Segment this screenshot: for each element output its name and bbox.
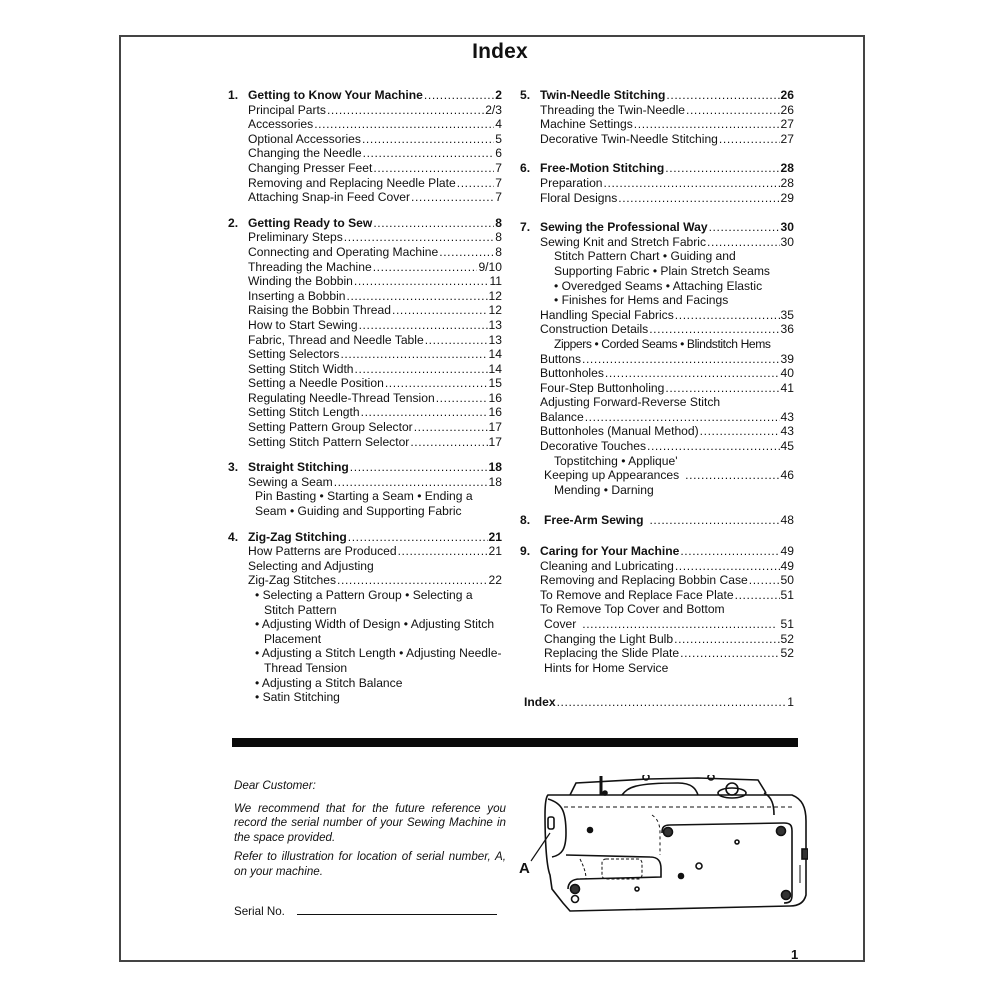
toc-entry[interactable] [520,235,794,250]
page-ref: 51 [780,587,794,602]
page-ref: 35 [780,307,794,322]
leader-dots [605,366,780,381]
leader-dots [385,376,488,391]
entry-label: Zig-Zag Stitches [248,573,337,588]
toc-entry[interactable] [228,161,502,176]
entry-label: Setting Pattern Group Selector [248,420,413,435]
leader-dots [334,475,488,490]
page-ref: 9/10 [478,259,502,274]
toc-entry[interactable] [520,381,794,396]
entry-label: To Remove and Replace Face Plate [540,587,734,602]
section-title: Index [524,695,556,710]
entry-label: Preliminary Steps [248,230,343,245]
toc-heading[interactable] [520,88,794,103]
leader-dots [424,88,494,103]
page-ref: 2/3 [485,102,502,117]
serial-input-line[interactable] [297,904,497,915]
toc-entry[interactable] [228,103,502,118]
entry-label: Removing and Replacing Needle Plate [248,175,456,190]
leader-dots [362,132,494,147]
entry-label: Buttonholes [540,366,604,381]
page-ref: 16 [488,405,502,420]
page-ref: 18 [488,460,502,475]
entry-label: Changing the Needle [248,146,362,161]
leader-dots [439,245,494,260]
toc-entry[interactable] [228,146,502,161]
page-ref: 29 [780,190,794,205]
entry-label: Decorative Twin-Needle Stitching [540,131,718,146]
subtopic-text: Zippers • Corded Seams • Blindstitch Hems [554,336,771,351]
leader-dots [686,103,780,118]
customer-note [234,779,506,885]
toc-entry[interactable] [520,132,794,147]
note-paragraph-2: Refer to illustration for location of serial number, A, on your machine. [234,850,506,878]
page-ref: 18 [488,474,502,489]
page-ref: 2 [495,88,502,102]
page-ref: 16 [488,390,502,405]
page-ref: 13 [488,332,502,347]
toc-entry[interactable] [520,559,794,574]
leader-dots [457,176,495,191]
toc-bullet [228,617,502,646]
page-ref: 22 [488,573,502,588]
section-title: Free-Arm Sewing [544,513,644,528]
toc-subtopic-line [520,264,794,279]
entry-label: Handling Special Fabrics [540,307,674,322]
entry-label: Raising the Bobbin Thread [248,303,391,318]
toc-entry[interactable] [228,420,502,435]
toc-bullet [228,646,502,675]
toc-heading[interactable] [228,460,502,475]
toc-bullet [228,588,502,617]
leader-dots [582,617,776,632]
bullet-text: • Adjusting Width of Design • Adjusting Stitch Placement [255,617,495,646]
page-ref: 52 [780,631,794,646]
leader-dots [337,573,488,588]
toc-entry[interactable] [520,439,794,454]
page-ref: 39 [780,351,794,366]
toc-entry[interactable] [228,303,502,318]
page-ref: 8 [495,215,502,230]
leader-dots [425,333,488,348]
note-paragraph-1: We recommend that for the future reference you record the serial number of your Sewing Machine in the space provided. [234,801,506,844]
leader-dots [649,322,779,337]
leader-dots [680,544,779,559]
leader-dots [585,410,780,425]
toc-heading[interactable] [520,544,794,559]
page-ref: 30 [780,234,794,249]
page-ref: 21 [488,544,502,559]
toc-entry[interactable] [228,260,502,275]
toc-section-1 [228,88,502,205]
subtopic-text: Supporting Fabric • Plain Stretch Seams [554,263,770,278]
entry-label: Fabric, Thread and Needle Table [248,332,424,347]
page-ref: 30 [780,220,794,235]
entry-label: Optional Accessories [248,131,361,146]
section-title: Twin-Needle Stitching [540,88,666,102]
leader-dots [411,190,494,205]
entry-label: Winding the Bobbin [248,274,353,289]
subtopic-text: Pin Basting • Starting a Seam • Ending a Seam • Guiding and Supporting Fabric [255,489,473,519]
entry-label: Four-Step Buttonholing [540,380,665,395]
toc-entry[interactable] [520,588,794,603]
bullet-text: • Adjusting a Stitch Length • Adjusting Needle-Thread Tension [255,646,502,675]
entry-label: Setting a Needle Position [248,376,384,391]
section-number: 2. [228,215,239,230]
section-divider-bar [232,738,798,747]
page-ref: 49 [780,544,794,559]
entry-label: Setting Stitch Width [248,361,354,376]
entry-label: Balance [540,409,584,424]
toc-heading[interactable] [228,216,502,231]
toc-entry[interactable] [228,274,502,289]
entry-label: To Remove Top Cover and Bottom [540,602,725,617]
page-title: Index [472,40,528,63]
toc-entry[interactable] [228,475,502,490]
leader-dots [327,103,484,118]
page-ref: 27 [780,131,794,146]
section-number: 3. [228,460,239,475]
entry-label: Sewing Knit and Stretch Fabric [540,234,707,249]
toc-entry[interactable] [228,362,502,377]
toc-subtopic-line [520,293,794,308]
leader-dots [749,573,780,588]
section-title: Sewing the Professional Way [540,220,708,235]
toc-bullet [228,676,502,691]
toc-section-7 [520,220,794,497]
leader-dots [735,588,780,603]
toc-heading[interactable] [520,220,794,235]
entry-label: Decorative Touches [540,439,646,454]
page-ref: 49 [780,558,794,573]
greeting: Dear Customer: [234,779,316,792]
toc-heading[interactable] [520,161,794,176]
entry-label: Principal Parts [248,102,326,117]
leader-dots [680,646,779,661]
subtopic-text: • Finishes for Hems and Facings [554,293,729,308]
section-number: 6. [520,161,531,176]
leader-dots [634,117,780,132]
toc-entry[interactable] [520,366,794,381]
leader-dots [410,435,487,450]
leader-dots [355,362,488,377]
toc-subtopic-line [520,249,794,264]
entry-label: Cover [544,617,577,631]
bullet-text: • Satin Stitching [255,690,340,705]
entry-label: Removing and Replacing Bobbin Case [540,573,748,588]
leader-dots [604,176,780,191]
toc-entry[interactable] [520,191,794,206]
page-ref: 40 [780,366,794,381]
leader-dots [675,559,780,574]
toc-entry-line1[interactable] [520,602,794,617]
toc-entry[interactable] [520,646,794,661]
toc-index-entry[interactable] [520,695,794,710]
page-ref: 12 [488,288,502,303]
toc-subtopic-line [520,337,794,352]
entry-label: Replacing the Slide Plate [544,646,680,661]
entry-label: Changing the Light Bulb [544,631,674,646]
toc-entry[interactable] [228,318,502,333]
leader-dots [373,161,494,176]
page-ref: 8 [495,230,502,245]
leader-dots [582,352,780,367]
section-number: 4. [228,529,239,544]
leader-dots [350,460,488,475]
page-ref: 26 [780,88,794,102]
toc-entry[interactable] [520,176,794,191]
section-number: 1. [228,88,239,102]
page-ref: 28 [780,161,794,176]
leader-dots [557,695,787,710]
toc-entry[interactable] [228,347,502,362]
page-ref: 28 [780,175,794,190]
toc-heading[interactable] [520,513,794,528]
page-ref: 12 [488,303,502,318]
toc-entry[interactable] [520,617,794,632]
callout-label-a: A [519,860,530,877]
page-ref: 7 [495,160,502,175]
leader-dots [665,381,779,396]
entry-label: Keeping up Appearances [544,468,680,483]
section-title: Getting Ready to Sew [248,215,373,230]
toc-entry[interactable] [228,435,502,450]
leader-dots [675,308,780,323]
leader-dots [373,216,494,231]
leader-dots [373,260,478,275]
leader-dots [363,146,495,161]
toc-entry[interactable] [228,230,502,245]
toc-entry[interactable] [228,190,502,205]
page-ref: 43 [780,424,794,439]
toc-entry[interactable] [228,289,502,304]
section-title: Free-Motion Stitching [540,161,665,176]
page-ref: 27 [780,117,794,132]
leader-dots [649,513,779,528]
page-ref: 6 [495,146,502,161]
toc-entry[interactable] [228,117,502,132]
toc-entry[interactable] [228,245,502,260]
entry-label: How to Start Sewing [248,317,358,332]
entry-label: Connecting and Operating Machine [248,244,439,259]
leader-dots [665,161,779,176]
entry-label: Changing Presser Feet [248,160,373,175]
page-ref: 8 [495,244,502,259]
page-ref: 14 [488,347,502,362]
entry-label: Setting Stitch Pattern Selector [248,434,410,449]
entry-label: Floral Designs [540,190,618,205]
page-ref: 17 [488,434,502,449]
toc-entry[interactable] [520,322,794,337]
page-ref: 41 [780,380,794,395]
toc-entry[interactable] [228,573,502,588]
leader-dots [647,439,780,454]
toc-entry-line1[interactable] [228,559,502,574]
toc-subtopic-line [520,483,794,498]
page-ref: 1 [787,695,794,710]
entry-label: Cleaning and Lubricating [540,558,674,573]
page-ref: 46 [780,468,794,483]
page-ref: 5 [495,131,502,146]
page-ref: 15 [488,376,502,391]
leader-dots [314,117,494,132]
leader-dots [436,391,488,406]
leader-dots [709,220,780,235]
page-ref: 52 [780,646,794,661]
page-ref: 7 [495,190,502,205]
toc-entry[interactable] [520,424,794,439]
page-ref: 21 [488,529,502,544]
toc-entry[interactable] [520,308,794,323]
page-ref: 13 [488,317,502,332]
toc-section-2 [228,216,502,450]
entry-label: How Patterns are Produced [248,544,397,559]
leader-dots [354,274,489,289]
entry-label: Construction Details [540,322,649,337]
toc-bullet [228,690,502,705]
page-ref: 7 [495,175,502,190]
leader-dots [347,289,488,304]
entry-label: Preparation [540,175,603,190]
toc-entry[interactable] [520,468,794,483]
entry-label: Adjusting Forward-Reverse Stitch [540,395,721,410]
page-ref: 11 [489,274,502,289]
page-ref: 26 [780,102,794,117]
subtopic-text: Mending • Darning [554,482,654,497]
sewing-machine-illustration [518,775,808,915]
toc-entry[interactable] [228,405,502,420]
toc-subtopic-line [520,279,794,294]
leader-dots [361,405,488,420]
bullet-text: • Adjusting a Stitch Balance [255,675,403,690]
bullet-text: • Selecting a Pattern Group • Selecting a Stitch Pattern [255,588,473,617]
toc-subtopics [228,489,502,518]
toc-section-3 [228,460,502,518]
toc-entry[interactable] [520,352,794,367]
toc-entry[interactable] [228,132,502,147]
toc-heading[interactable] [228,88,502,103]
toc-entry[interactable] [520,117,794,132]
leader-dots [359,318,488,333]
toc-entry[interactable] [228,333,502,348]
leader-dots [414,420,488,435]
entry-label: Buttons [540,351,582,366]
leader-dots [685,468,779,483]
toc-section-8 [520,513,794,528]
toc-section-9 [520,544,794,675]
section-title: Zig-Zag Stitching [248,529,347,544]
toc-entry[interactable] [520,573,794,588]
section-number: 8. [520,513,531,528]
entry-label: Sewing a Seam [248,474,333,489]
leader-dots [340,347,487,362]
entry-label: Inserting a Bobbin [248,288,346,303]
page-ref: 51 [780,617,794,631]
entry-label: Selecting and Adjusting [248,558,374,573]
toc-section-4 [228,530,502,705]
page-ref: 45 [780,439,794,454]
entry-label: Threading the Twin-Needle [540,102,685,117]
toc-entry[interactable] [520,632,794,647]
entry-label: Setting Selectors [248,347,340,362]
leader-dots [700,424,780,439]
page-ref: 14 [488,361,502,376]
serial-number-field [234,904,497,918]
serial-label: Serial No. [234,905,285,918]
entry-label: Attaching Snap-in Feed Cover [248,190,411,205]
toc-section-5 [520,88,794,146]
page-ref: 48 [780,513,794,528]
page-ref: 43 [780,409,794,424]
section-title: Caring for Your Machine [540,544,680,559]
toc-heading[interactable] [228,530,502,545]
toc-entry[interactable] [228,544,502,559]
leader-dots [398,544,488,559]
leader-dots [674,632,779,647]
toc-subtopic-line [520,454,794,469]
leader-dots [348,530,488,545]
section-number: 9. [520,544,531,559]
subtopic-text: Stitch Pattern Chart • Guiding and [554,249,736,264]
subtopic-text: Topstitching • Applique' [554,453,678,468]
page-ref: 36 [780,322,794,337]
toc-left-column [228,88,502,716]
leader-dots [719,132,780,147]
toc-entry[interactable] [228,391,502,406]
section-number: 5. [520,88,531,102]
leader-dots [707,235,780,250]
entry-label: Machine Settings [540,117,633,132]
toc-entry[interactable] [228,176,502,191]
entry-label: Hints for Home Service [544,660,669,675]
entry-label: Accessories [248,117,314,132]
page-ref: 17 [488,420,502,435]
toc-entry[interactable] [520,103,794,118]
page-number: 1 [791,947,799,962]
entry-label: Threading the Machine [248,259,372,274]
entry-label: Buttonholes (Manual Method) [540,424,699,439]
leader-dots [392,303,488,318]
toc-section-6 [520,161,794,205]
toc-entry[interactable] [520,410,794,425]
toc-right-column [520,88,794,710]
toc-entry-line1[interactable] [520,395,794,410]
page-ref: 4 [495,117,502,132]
section-title: Getting to Know Your Machine [248,88,423,102]
section-title: Straight Stitching [248,460,349,475]
leader-dots [618,191,779,206]
entry-label: Regulating Needle-Thread Tension [248,390,435,405]
leader-dots [666,88,779,103]
entry-label: Setting Stitch Length [248,405,360,420]
page-ref: 50 [780,573,794,588]
leader-dots [344,230,494,245]
toc-entry[interactable] [520,661,794,676]
subtopic-text: • Overedged Seams • Attaching Elastic [554,278,763,293]
section-number: 7. [520,220,531,235]
toc-entry[interactable] [228,376,502,391]
